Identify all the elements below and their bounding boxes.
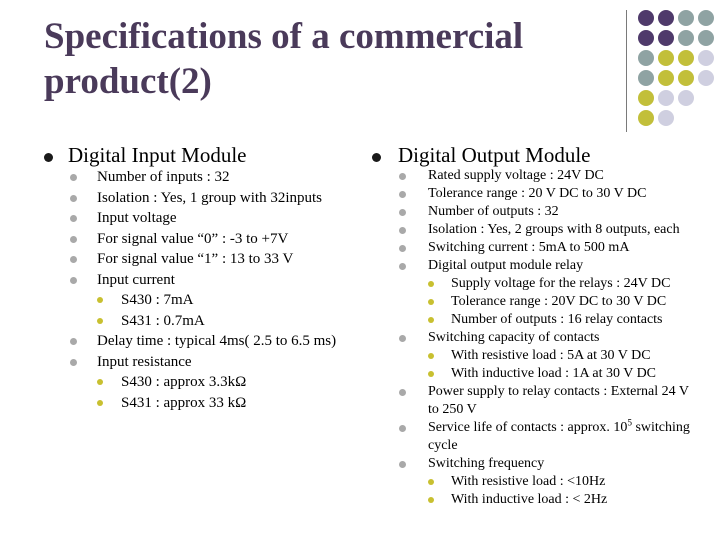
list-item — [97, 353, 192, 371]
list-item-text: Number of outputs : 16 relay contacts — [451, 312, 663, 327]
decorative-dot — [638, 110, 654, 126]
list-item-text: With resistive load : 5A at 30 V DC — [451, 348, 651, 363]
list-item — [121, 291, 194, 309]
list-item — [121, 312, 205, 330]
decorative-dot — [638, 10, 654, 26]
sub-bullet-icon — [97, 400, 103, 406]
list-item-text: Input resistance — [97, 353, 192, 370]
sub-bullet-icon — [428, 353, 434, 359]
decorative-divider — [626, 10, 627, 132]
list-item-text: Number of inputs : 32 — [97, 169, 230, 185]
sub-bullet-icon — [428, 497, 434, 503]
list-item — [97, 168, 230, 186]
list-item — [428, 401, 477, 418]
list-item-text: Service life of contacts : approx. 10 — [428, 420, 628, 435]
bullet-icon — [70, 277, 77, 284]
bullet-icon — [399, 461, 406, 468]
list-item — [428, 419, 690, 436]
heading-bullet-icon — [44, 153, 53, 162]
list-item — [451, 311, 663, 328]
bullet-icon — [70, 215, 77, 222]
list-item-text: Input current — [97, 271, 175, 288]
list-item-text: S430 : approx 3.3kΩ — [121, 374, 247, 390]
decorative-dot — [678, 10, 694, 26]
bullet-icon — [399, 425, 406, 432]
list-item — [451, 473, 605, 490]
bullet-icon — [399, 191, 406, 198]
list-item-text: For signal value “0” : -3 to +7V — [97, 230, 289, 247]
bullet-icon — [399, 173, 406, 180]
list-item — [428, 257, 583, 274]
bullet-icon — [70, 174, 77, 181]
list-item — [428, 185, 646, 202]
decorative-dot — [678, 50, 694, 66]
list-item — [428, 437, 458, 454]
list-item-text: Input voltage — [97, 210, 177, 226]
bullet-icon — [399, 209, 406, 216]
list-item-text: Tolerance range : 20V DC to 30 V DC — [451, 294, 667, 309]
bullet-icon — [70, 195, 77, 202]
list-item — [97, 250, 293, 268]
list-item-text: S431 : 0.7mA — [121, 312, 205, 329]
decorative-dot — [638, 30, 654, 46]
digital-output-heading: Digital Output Module — [398, 143, 591, 167]
decorative-dot — [678, 90, 694, 106]
list-item — [97, 230, 288, 248]
decorative-dot — [658, 10, 674, 26]
list-item — [97, 332, 336, 350]
sub-bullet-icon — [97, 379, 103, 385]
list-item — [97, 189, 322, 207]
list-item — [428, 203, 559, 220]
bullet-icon — [70, 256, 77, 263]
list-item-text: Tolerance range : 20 V DC to 30 V DC — [428, 186, 647, 201]
title-line-1: Specifications of a commercial — [44, 16, 524, 57]
bullet-icon — [399, 389, 406, 396]
list-item-text: For signal value “1” : 13 to 33 V — [97, 251, 294, 267]
list-item-text: S430 : 7mA — [121, 292, 194, 308]
list-item-text-tail: switching — [631, 420, 690, 435]
decorative-dot — [678, 30, 694, 46]
list-item — [97, 271, 175, 289]
list-item — [121, 394, 246, 412]
decorative-dot — [698, 10, 714, 26]
sub-bullet-icon — [97, 318, 103, 324]
list-item-text: Power supply to relay contacts : External 24 V — [428, 384, 690, 399]
sub-bullet-icon — [428, 479, 434, 485]
list-item-text: cycle — [428, 438, 458, 453]
list-item — [451, 365, 656, 382]
list-item-text: Switching frequency — [428, 456, 545, 471]
list-item-text: Delay time : typical 4ms( 2.5 to 6.5 ms) — [97, 333, 337, 349]
list-item — [428, 239, 629, 256]
sub-bullet-icon — [428, 299, 434, 305]
list-item — [428, 221, 680, 238]
bullet-icon — [399, 227, 406, 234]
decorative-dot — [678, 70, 694, 86]
list-item-text: Isolation : Yes, 1 group with 32inputs — [97, 189, 323, 206]
list-item — [428, 167, 604, 184]
list-item — [451, 491, 607, 508]
title-line-2: product(2) — [44, 61, 212, 102]
bullet-icon — [399, 245, 406, 252]
list-item-text: Supply voltage for the relays : 24V DC — [451, 276, 671, 291]
bullet-icon — [70, 236, 77, 243]
list-item-text: Rated supply voltage : 24V DC — [428, 168, 604, 183]
decorative-dot — [638, 70, 654, 86]
heading-bullet-icon — [372, 153, 381, 162]
list-item-text: Digital output module relay — [428, 258, 584, 273]
decorative-dot — [698, 70, 714, 86]
decorative-dot — [658, 90, 674, 106]
decorative-dot — [698, 30, 714, 46]
sub-bullet-icon — [97, 297, 103, 303]
digital-input-heading: Digital Input Module — [68, 143, 247, 167]
list-item-text: Switching capacity of contacts — [428, 330, 600, 345]
decorative-dot — [638, 90, 654, 106]
decorative-dot — [698, 50, 714, 66]
list-item — [428, 329, 599, 346]
list-item-text: S431 : approx 33 kΩ — [121, 394, 247, 411]
superscript-text: 5 — [627, 417, 632, 428]
slide-title — [44, 14, 604, 104]
list-item — [451, 347, 651, 364]
sub-bullet-icon — [428, 281, 434, 287]
list-item — [428, 383, 689, 400]
bullet-icon — [70, 338, 77, 345]
list-item-text: With inductive load : 1A at 30 V DC — [451, 366, 657, 381]
list-item-text: With inductive load : < 2Hz — [451, 492, 608, 507]
decorative-dot — [658, 70, 674, 86]
decorative-dot — [658, 110, 674, 126]
list-item-text: Number of outputs : 32 — [428, 204, 559, 219]
list-item-text: With resistive load : <10Hz — [451, 474, 606, 489]
decorative-dot — [638, 50, 654, 66]
bullet-icon — [70, 359, 77, 366]
list-item — [97, 209, 177, 227]
sub-bullet-icon — [428, 371, 434, 377]
list-item — [428, 455, 544, 472]
decorative-dot — [658, 30, 674, 46]
list-item-text: to 250 V — [428, 402, 477, 417]
bullet-icon — [399, 335, 406, 342]
list-item-text: Isolation : Yes, 2 groups with 8 outputs, each — [428, 222, 680, 237]
list-item — [121, 373, 246, 391]
bullet-icon — [399, 263, 406, 270]
decorative-dot — [658, 50, 674, 66]
list-item — [451, 293, 666, 310]
list-item — [451, 275, 670, 292]
sub-bullet-icon — [428, 317, 434, 323]
list-item-text: Switching current : 5mA to 500 mA — [428, 240, 630, 255]
